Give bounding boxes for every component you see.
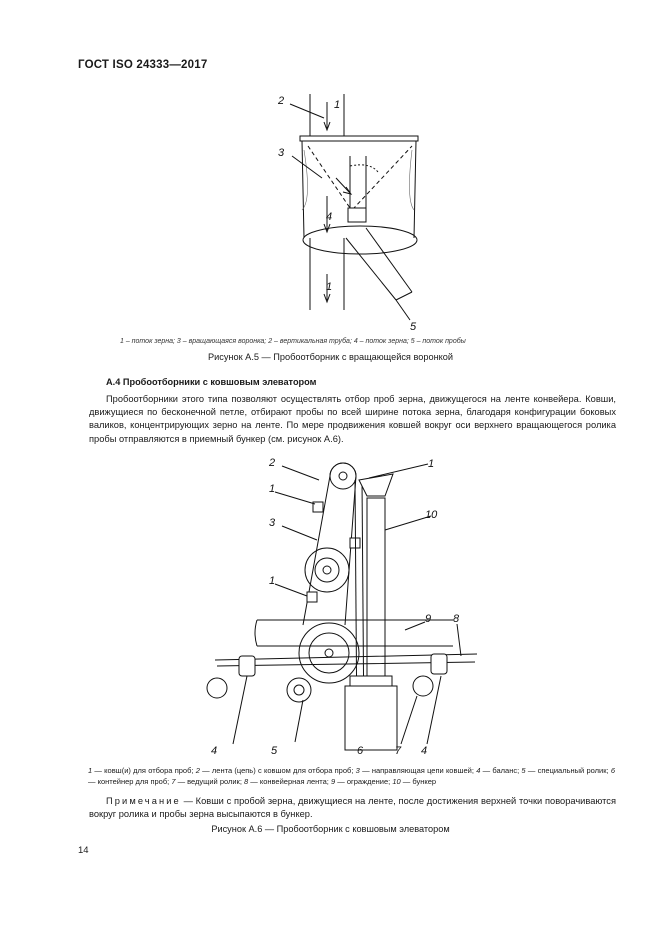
fig-a6-callout: 9 <box>425 613 432 625</box>
fig-a6-callout: 1 <box>428 458 435 470</box>
figure-a6-bucket-elevator-drawing <box>195 450 485 762</box>
fig-a6-callout: 4 <box>421 745 428 757</box>
note-label: Примечание <box>106 796 181 806</box>
legend-num: 5 <box>521 766 526 775</box>
fig-a6-callout: 7 <box>395 745 402 757</box>
fig-a5-callout: 1 <box>334 99 341 111</box>
legend-text: — специальный ролик; <box>525 766 611 775</box>
legend-text: — конвейерная лента; <box>248 777 331 786</box>
fig-a5-callout: 4 <box>326 211 333 223</box>
legend-num: 3 <box>355 766 360 775</box>
legend-num: 6 <box>610 766 616 775</box>
fig-a6-callout: 8 <box>453 613 460 625</box>
fig-a6-callout: 1 <box>269 575 276 587</box>
legend-num: 2 <box>195 766 200 775</box>
legend-num: 7 <box>171 777 176 786</box>
fig-a6-callout: 3 <box>269 517 276 529</box>
figure-a6-caption: Рисунок А.6 — Пробоотборник с ковшовым элеватором <box>211 824 450 834</box>
legend-text: — бункер <box>400 777 437 786</box>
legend-num: 4 <box>476 766 481 775</box>
fig-a6-callout: 6 <box>357 745 364 757</box>
fig-a6-callout: 10 <box>425 509 438 521</box>
legend-text: — ведущий ролик; <box>175 777 245 786</box>
fig-a6-callout: 4 <box>211 745 218 757</box>
document-header: ГОСТ ISO 24333—2017 <box>78 59 208 71</box>
fig-a6-callout: 5 <box>271 745 278 757</box>
figure-a5-rotating-funnel-drawing <box>250 88 450 336</box>
figure-a6-note <box>89 795 616 821</box>
legend-num: 8 <box>244 777 249 786</box>
legend-num: 10 <box>392 777 401 786</box>
figure-a5-caption: Рисунок А.5 — Пробоотборник с вращающейся воронкой <box>207 352 454 362</box>
legend-text: — ограждение; <box>335 777 393 786</box>
fig-a6-callout: 1 <box>269 483 276 495</box>
fig-a5-callout: 2 <box>278 95 285 107</box>
legend-text: — ковш(и) для отбора проб; <box>92 766 196 775</box>
legend-text: — баланс; <box>480 766 522 775</box>
legend-num: 9 <box>330 777 336 786</box>
legend-num: 1 <box>88 766 93 775</box>
fig-a5-callout: 3 <box>278 147 285 159</box>
legend-text: — направляющая цепи ковшей; <box>359 766 477 775</box>
legend-text: — лента (цепь) с ковшом для отбора проб; <box>199 766 356 775</box>
fig-a5-callout: 1 <box>326 281 333 293</box>
note-text: — Ковши с пробой зерна, движущиеся на ленте, после достижения верхней точки поворачиваются вокруг ролика и пробы зерна высыпаются в бункер. <box>89 796 616 820</box>
legend-text: — контейнер для проб; <box>88 777 172 786</box>
section-title: А.4 Пробоотборники с ковшовым элеватором <box>106 377 317 387</box>
figure-a6-legend <box>88 765 615 787</box>
figure-a5-legend: 1 – поток зерна; 3 – вращающаяся воронка; 2 – вертикальная труба; 4 – поток зерна; 5 – поток пробы <box>120 338 466 345</box>
fig-a5-callout: 5 <box>410 321 417 333</box>
section-paragraph: Пробоотборники этого типа позволяют осуществлять отбор проб зерна, движущегося на ленте конвейера. Ковши, движущиеся по бесконечной петле, отбирают пробы по всей ширине потока зерна, благодаря конфигурации боковых валиков, концентрирующих зерно на ленте. По мере продвижения ковшей вокруг оси верхнего вращающегося ролика пробы отправляются в приемный бункер (см. рисунок А.6). <box>89 394 616 444</box>
fig-a6-callout: 2 <box>269 457 276 469</box>
page-number: 14 <box>78 845 89 856</box>
